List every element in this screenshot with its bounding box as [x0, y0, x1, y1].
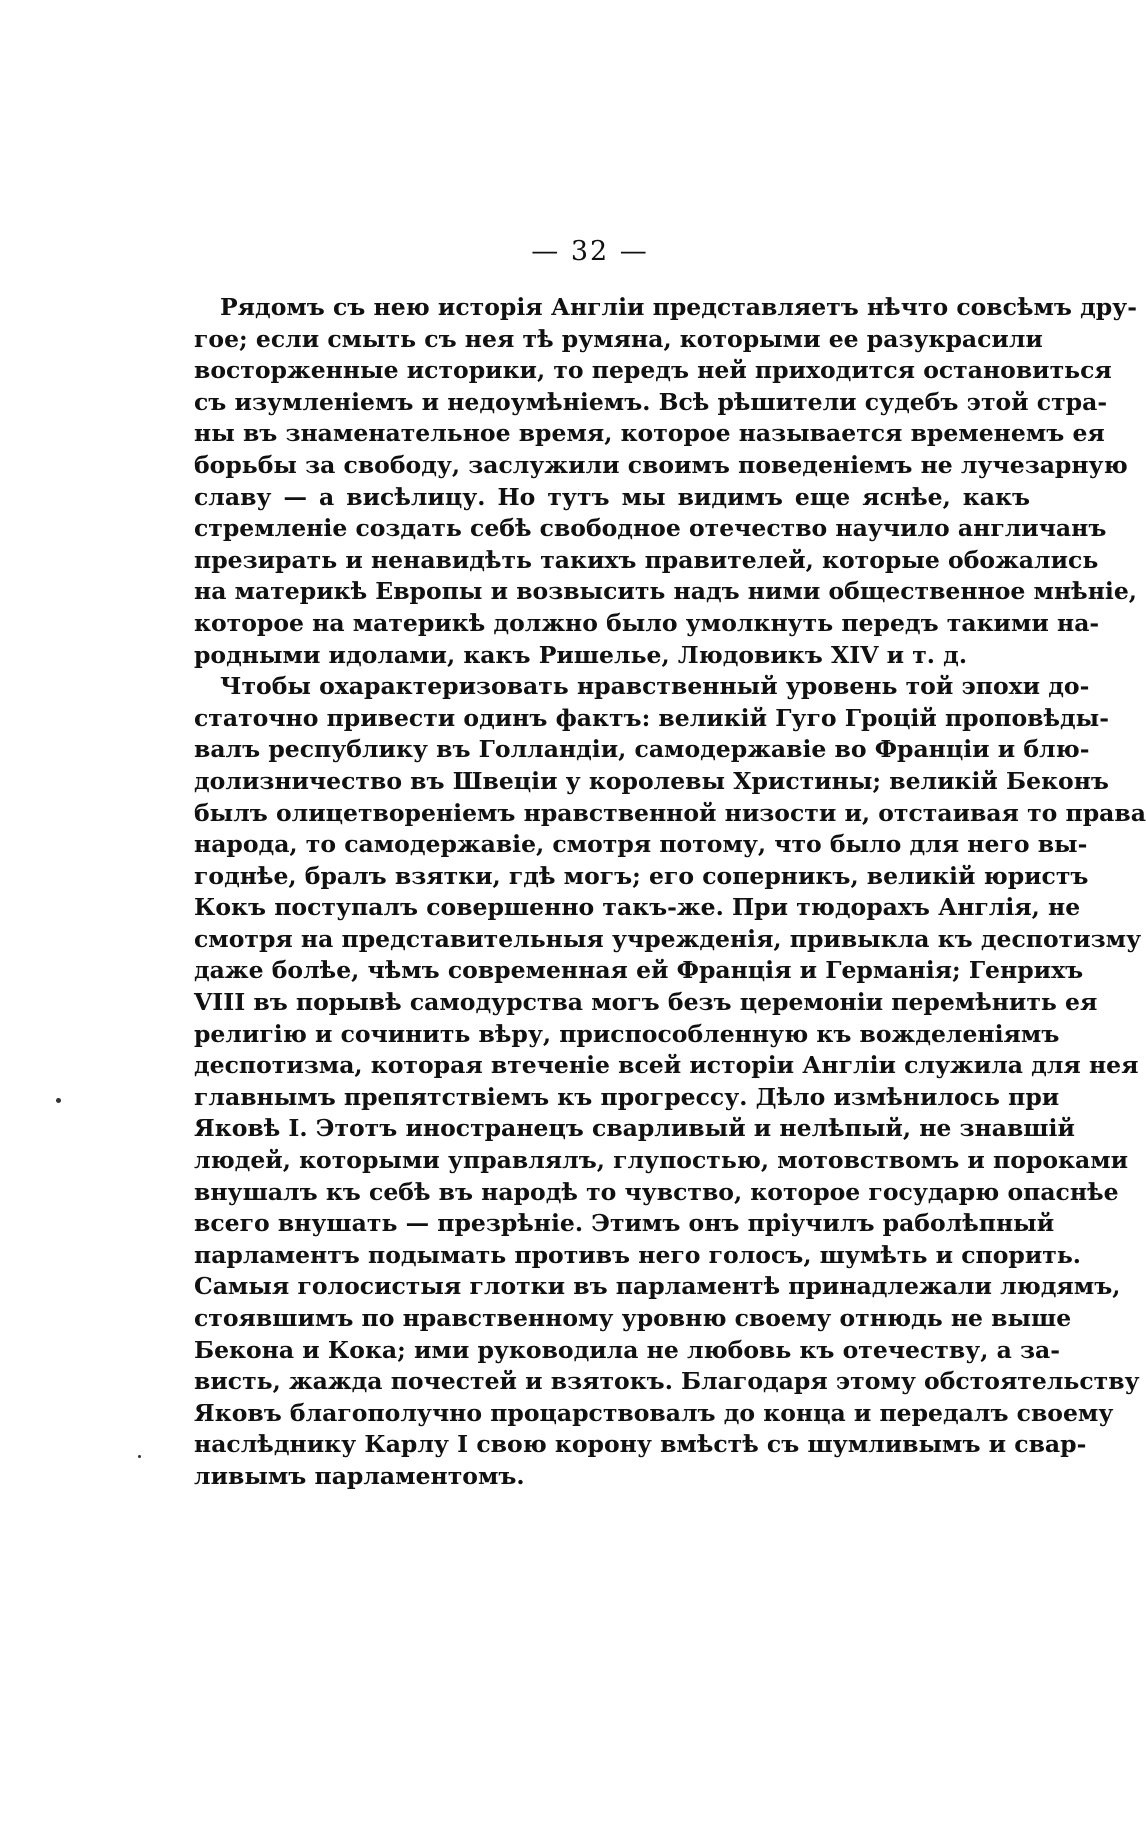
text-line: стоявшимъ по нравственному уровню своему отнюдь не выше — [194, 1304, 1072, 1332]
text-line: презирать и ненавидѣть такихъ правителей, которые обожались — [194, 545, 1099, 574]
text-line: Бекона и Кока; ими руководила не любовь къ отечеству, а за- — [194, 1335, 1060, 1364]
text-line: которое на материкѣ должно было умолкнуть передъ такими на- — [194, 608, 1100, 637]
text-line: стремленіе создать себѣ свободное отечество научило англичанъ — [194, 514, 1107, 543]
text-line: Чтобы охарактеризовать нравственный уровень той эпохи до- — [220, 672, 1090, 701]
text-line: восторженные историки, то передъ ней приходится остановиться — [194, 356, 1112, 385]
text-line: VIII въ порывѣ самодурства могъ безъ церемоніи перемѣнить ея — [194, 988, 1098, 1017]
text-line: Кокъ поступалъ совершенно такъ-же. При тюдорахъ Англія, не — [194, 893, 1081, 922]
text-line: на материкѣ Европы и возвысить надъ ними общественное мнѣніе, — [194, 577, 1137, 606]
text-line: гое; если смыть съ нея тѣ румяна, которыми ее разукрасили — [194, 324, 1043, 353]
text-line: внушалъ къ себѣ въ народѣ то чувство, которое государю опаснѣе — [194, 1177, 1119, 1206]
text-line: былъ олицетвореніемъ нравственной низости и, отстаивая то права — [194, 798, 1146, 827]
paragraph-2 — [194, 671, 1146, 1492]
text-line: съ изумленіемъ и недоумѣніемъ. Всѣ рѣшители судебъ этой стра- — [194, 387, 1108, 416]
text-line: Яковѣ I. Этотъ иностранецъ сварливый и нелѣпый, не знавшій — [194, 1114, 1075, 1143]
text-line: деспотизма, которая втеченіе всей исторіи Англіи служила для нея — [194, 1051, 1139, 1080]
text-line: славу — а висѣлицу. Но тутъ мы видимъ еще яснѣе, какъ — [194, 482, 1030, 511]
text-line: висть, жажда почестей и взятокъ. Благодаря этому обстоятельству — [194, 1367, 1140, 1396]
text-line: валъ республику въ Голландіи, самодержавіе во Франціи и блю- — [194, 735, 1090, 764]
text-line: людей, которыми управлялъ, глупостью, мотовствомъ и пороками — [194, 1146, 1129, 1175]
text-line: главнымъ препятствіемъ къ прогрессу. Дѣло измѣнилось при — [194, 1082, 1060, 1111]
text-line: смотря на представительныя учрежденія, привыкла къ деспотизму — [194, 924, 1142, 953]
text-line: парламентъ подымать противъ него голосъ, шумѣть и спорить. — [194, 1240, 1081, 1269]
text-line: религію и сочинить вѣру, приспособленную къ вожделеніямъ — [194, 1019, 1060, 1048]
text-line: ны въ знаменательное время, которое называется временемъ ея — [194, 419, 1105, 448]
text-line: Самыя голосистыя глотки въ парламентѣ принадлежали людямъ, — [194, 1272, 1121, 1301]
text-line: даже болѣе, чѣмъ современная ей Франція и Германія; Генрихъ — [194, 956, 1084, 985]
text-line: долизничество въ Швеціи у королевы Христины; великій Беконъ — [194, 766, 1109, 795]
text-line: Рядомъ съ нею исторія Англіи представляетъ нѣчто совсѣмъ дру- — [220, 293, 1137, 321]
paragraph-1 — [194, 292, 1137, 671]
body-text — [194, 292, 1146, 1493]
page-number: — 32 — — [531, 236, 649, 267]
text-line: ливымъ парламентомъ. — [194, 1461, 525, 1490]
text-line: Яковъ благополучно процарствовалъ до конца и передалъ своему — [194, 1398, 1114, 1427]
scan-speck — [56, 1098, 61, 1103]
text-line: родными идолами, какъ Ришелье, Людовикъ XIV и т. д. — [194, 640, 968, 669]
text-line: наслѣднику Карлу I свою корону вмѣстѣ съ шумливымъ и свар- — [194, 1430, 1087, 1459]
text-line: статочно привести одинъ фактъ: великій Гуго Гроцій проповѣды- — [194, 703, 1109, 732]
scan-speck — [138, 1455, 141, 1458]
text-line: годнѣе, бралъ взятки, гдѣ могъ; его соперникъ, великій юристъ — [194, 861, 1089, 890]
text-line: народа, то самодержавіе, смотря потому, что было для него вы- — [194, 830, 1088, 859]
text-line: борьбы за свободу, заслужили своимъ поведеніемъ не лучезарную — [194, 450, 1128, 479]
text-line: всего внушать — презрѣніе. Этимъ онъ пріучилъ раболѣпный — [194, 1209, 1055, 1238]
